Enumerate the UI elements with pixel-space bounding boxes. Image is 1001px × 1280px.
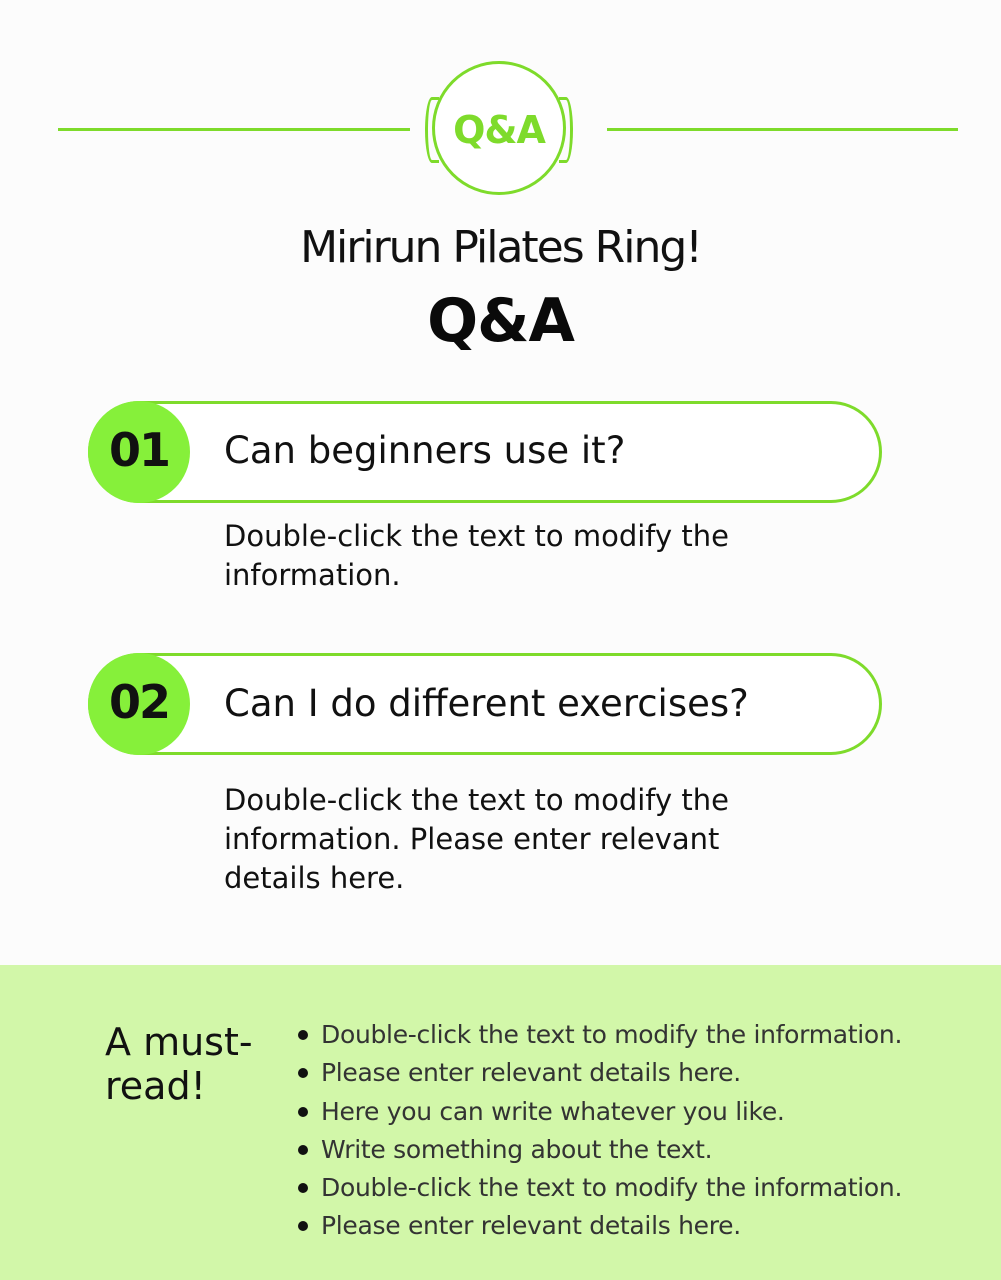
answer-text-1[interactable]: Double-click the text to modify the information. [224,519,729,592]
bullet-icon [298,1068,308,1078]
question-number-2: 02 [108,675,169,729]
page-title: Q&A [427,286,574,356]
header-line-left [58,128,410,131]
notice-item[interactable] [296,1131,902,1169]
notice-title[interactable]: A must-read! [105,1020,253,1108]
bullet-icon [298,1221,308,1231]
notice-item[interactable] [296,1016,902,1054]
bullet-icon [298,1030,308,1040]
question-text-2[interactable]: Can I do different exercises? [224,682,749,725]
bullet-icon [298,1183,308,1193]
notice-item[interactable] [296,1093,902,1131]
notice-item-text: Double-click the text to modify the information. [321,1173,903,1203]
question-text-1[interactable]: Can beginners use it? [224,429,626,472]
notice-item[interactable] [296,1207,902,1245]
bullet-icon [298,1107,308,1117]
notice-item-text: Please enter relevant details here. [321,1058,741,1088]
answer-text-2[interactable]: Double-click the text to modify the information. Please enter relevant details here. [224,783,729,895]
bullet-icon [298,1145,308,1155]
notice-item-text: Please enter relevant details here. [321,1211,741,1241]
page-subtitle: Mirirun Pilates Ring! [300,222,701,273]
notice-item-text: Write something about the text. [321,1134,713,1164]
header-line-right [607,128,958,131]
notice-item[interactable] [296,1054,902,1092]
notice-item[interactable] [296,1169,902,1207]
notice-item-text: Double-click the text to modify the information. [321,1020,903,1049]
notice-list [296,1016,902,1246]
notice-item-text: Here you can write whatever you like. [321,1096,785,1126]
question-number-1: 01 [108,423,169,477]
qa-badge-label: Q&A [453,108,545,152]
